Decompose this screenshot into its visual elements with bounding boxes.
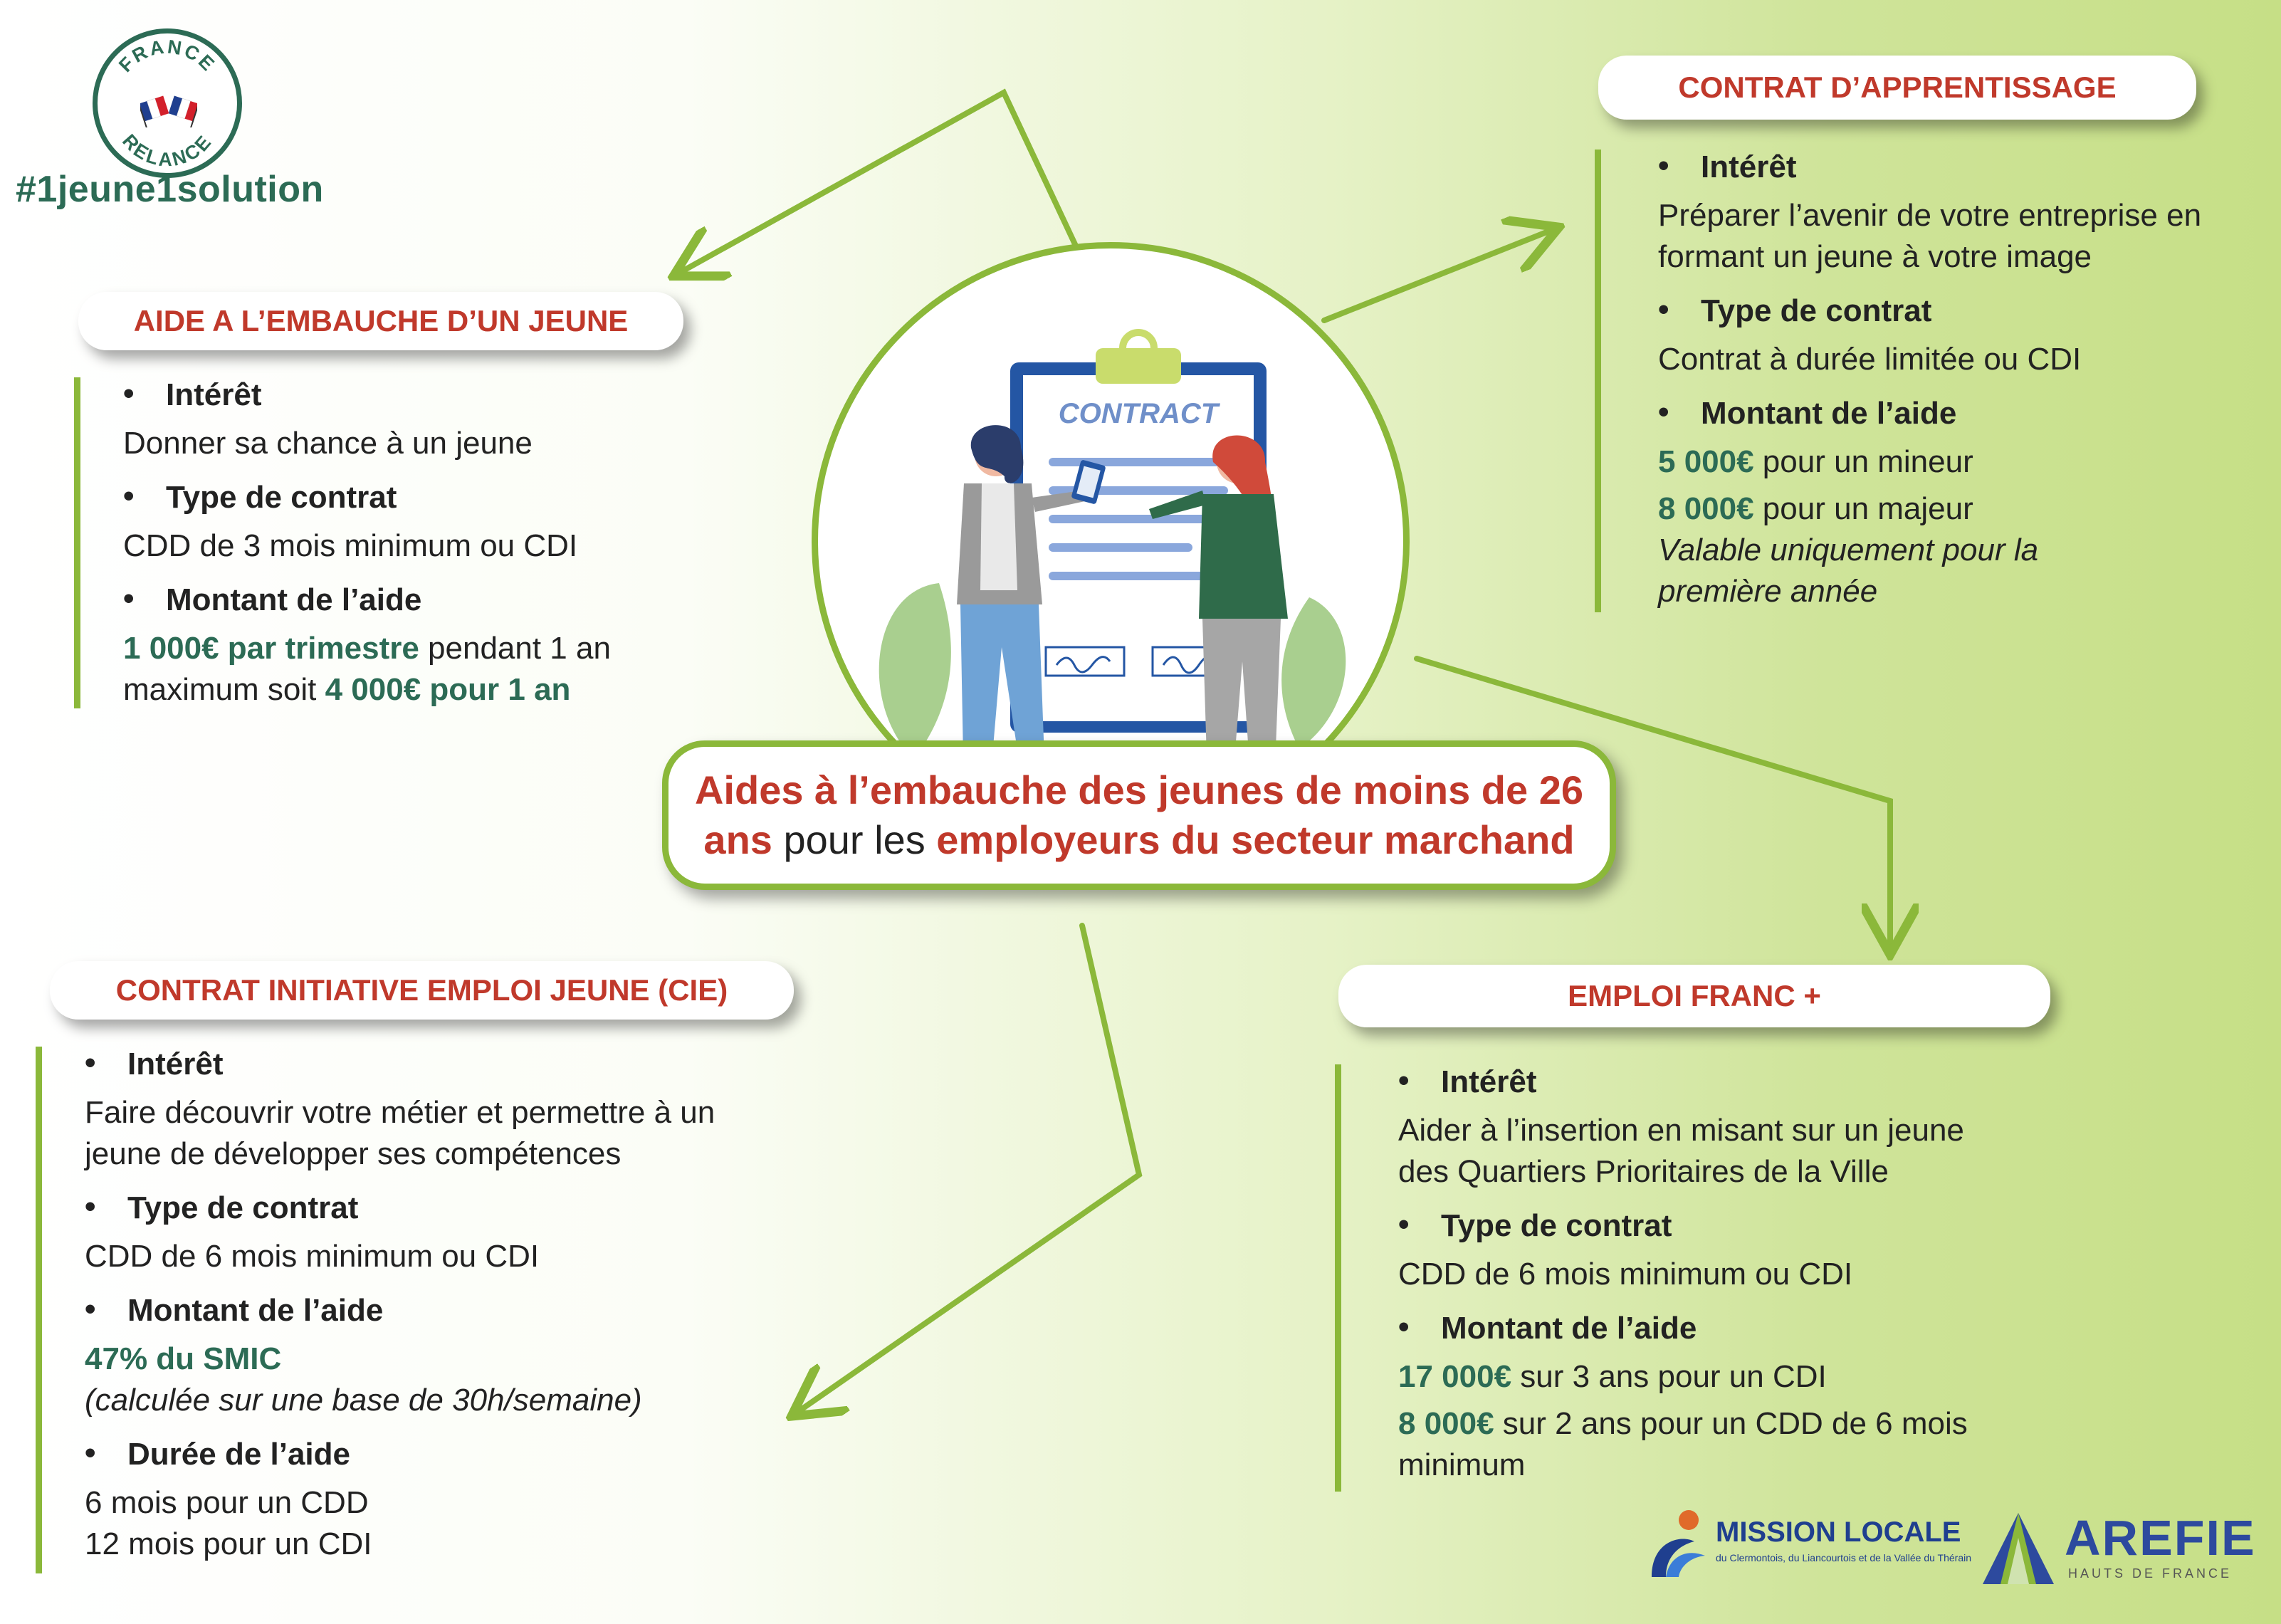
apprentissage-montant-heading: • Montant de l’aide <box>1658 396 2235 431</box>
apprentissage-m1-hl: 5 000€ <box>1658 444 1754 479</box>
cie-type-text: CDD de 6 mois minimum ou CDI <box>85 1239 540 1274</box>
aide-jeune-interet-text: Donner sa chance à un jeune <box>123 426 533 461</box>
aide-jeune-type-heading: • Type de contrat <box>123 480 786 515</box>
aide-jeune-block <box>74 377 786 708</box>
cie-montant-hl: 47% du SMIC <box>85 1341 282 1376</box>
arefie-logo-icon <box>1979 1509 2057 1588</box>
mission-locale-name: MISSION LOCALE <box>1716 1516 1961 1548</box>
emploi-franc-montant-1 <box>1398 1356 2047 1398</box>
aide-jeune-interet-heading: • Intérêt <box>123 377 786 413</box>
apprentissage-m2-hl: 8 000€ <box>1658 491 1754 526</box>
cie-duree-2: 12 mois pour un CDI <box>85 1526 372 1561</box>
cie-montant-heading: • Montant de l’aide <box>85 1293 819 1329</box>
mission-locale-logo-icon <box>1645 1506 1712 1584</box>
emploi-franc-interet-heading: • Intérêt <box>1398 1064 2047 1100</box>
france-relance-logo <box>93 28 242 178</box>
center-title-part2: pour les <box>772 817 937 862</box>
apprentissage-montant-2 <box>1658 488 2235 530</box>
cie-interet-heading: • Intérêt <box>85 1047 819 1082</box>
logo-text-bottom: RELANCE <box>117 130 217 171</box>
emploi-franc-montant-2 <box>1398 1403 2025 1486</box>
apprentissage-note: Valable uniquement pour la première année <box>1658 533 2039 609</box>
cie-title: CONTRAT INITIATIVE EMPLOI JEUNE (CIE) <box>50 961 794 1020</box>
emploi-franc-m2-t: sur 2 ans pour un CDD de 6 mois minimum <box>1398 1406 1968 1482</box>
cie-duree-1: 6 mois pour un CDD <box>85 1485 369 1520</box>
emploi-franc-block <box>1335 1064 2047 1492</box>
logo-text-top: FRANCE <box>115 36 220 77</box>
apprentissage-interet-text: Préparer l’avenir de votre entreprise en formant un jeune à votre image <box>1658 198 2202 274</box>
emploi-franc-type-text: CDD de 6 mois minimum ou CDI <box>1398 1257 1853 1292</box>
center-title-box <box>662 740 1616 890</box>
arefie-name: AREFIE <box>2065 1510 2256 1566</box>
arrow-to-aide-jeune <box>683 93 1086 271</box>
cie-interet-text: Faire découvrir votre métier et permettre à un jeune de développer ses compétences <box>85 1095 715 1171</box>
center-title <box>668 765 1610 865</box>
aide-jeune-montant-hl1: 1 000€ par trimestre <box>123 631 419 666</box>
apprentissage-title: CONTRAT D’APPRENTISSAGE <box>1598 56 2196 120</box>
hashtag: #1jeune1solution <box>16 169 324 210</box>
emploi-franc-title: EMPLOI FRANC + <box>1338 965 2050 1027</box>
apprentissage-m2-t: pour un majeur <box>1753 491 1973 526</box>
contract-label: CONTRACT <box>1058 398 1219 429</box>
apprentissage-m1-t: pour un mineur <box>1753 444 1973 479</box>
apprentissage-type-text: Contrat à durée limitée ou CDI <box>1658 342 2082 377</box>
arefie-subtitle: HAUTS DE FRANCE <box>2068 1566 2233 1581</box>
emploi-franc-m1-t: sur 3 ans pour un CDI <box>1511 1359 1827 1394</box>
aide-jeune-title: AIDE A L’EMBAUCHE D’UN JEUNE <box>78 292 683 350</box>
mission-locale-subtitle: du Clermontois, du Liancourtois et de la Vallée du Thérain <box>1716 1552 1972 1563</box>
aide-jeune-montant-hl2: 4 000€ pour 1 an <box>325 672 571 707</box>
apprentissage-montant-1 <box>1658 441 2235 483</box>
cie-montant-note: (calculée sur une base de 30h/semaine) <box>85 1383 642 1418</box>
emploi-franc-montant-heading: • Montant de l’aide <box>1398 1311 2047 1346</box>
emploi-franc-m1-hl: 17 000€ <box>1398 1359 1512 1394</box>
apprentissage-type-heading: • Type de contrat <box>1658 293 2235 329</box>
svg-text:FRANCE <box>115 36 220 76</box>
aide-jeune-montant-text <box>123 628 693 711</box>
center-title-part1: Aides à l’embauche des jeunes de moins de 26 ans <box>694 768 1584 862</box>
cie-duree-heading: • Durée de l’aide <box>85 1437 819 1472</box>
aide-jeune-type-text: CDD de 3 mois minimum ou CDI <box>123 528 578 563</box>
aide-jeune-montant-heading: • Montant de l’aide <box>123 582 786 618</box>
center-title-part3: employeurs du secteur marchand <box>936 817 1575 862</box>
emploi-franc-type-heading: • Type de contrat <box>1398 1208 2047 1244</box>
emploi-franc-interet-text: Aider à l’insertion en misant sur un jeune des Quartiers Prioritaires de la Ville <box>1398 1113 1964 1189</box>
svg-text:RELANCE <box>118 130 216 170</box>
cie-block <box>36 1047 819 1573</box>
aide-jeune-montant-t1: pendant 1 an maximum soit <box>123 631 611 707</box>
cie-type-heading: • Type de contrat <box>85 1190 819 1226</box>
arrow-to-cie <box>801 926 1139 1410</box>
apprentissage-interet-heading: • Intérêt <box>1658 150 2235 185</box>
flags-icon <box>140 89 197 127</box>
emploi-franc-m2-hl: 8 000€ <box>1398 1406 1494 1441</box>
apprentissage-block <box>1595 150 2235 612</box>
